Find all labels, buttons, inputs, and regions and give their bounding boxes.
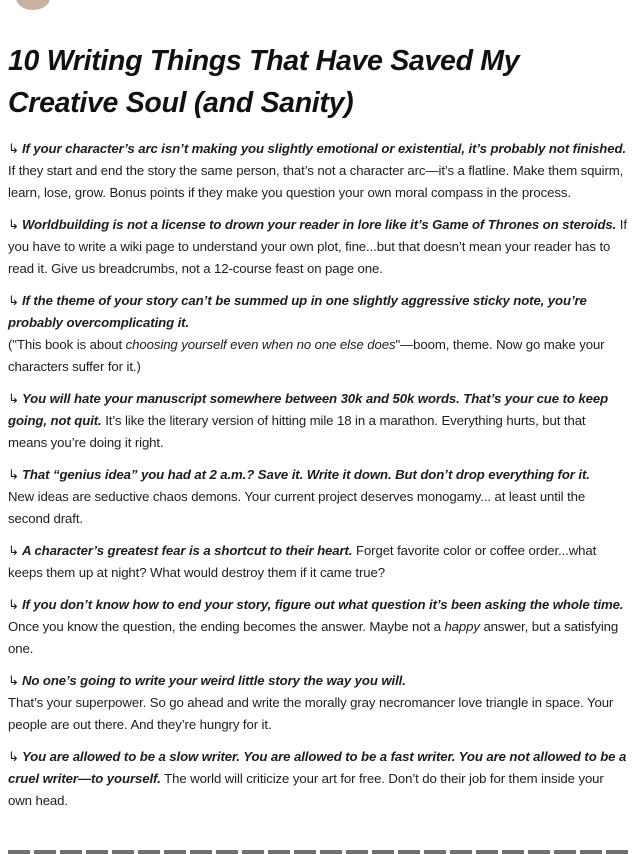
arrow-icon: ↳ — [8, 543, 19, 558]
tip-heading: You will hate your manuscript somewhere between 30k and 50k words. That’s your cue to keep going, not quit. — [8, 391, 609, 428]
tip-emphasis: happy — [444, 619, 480, 634]
tip-heading: If you don’t know how to end your story, figure out what question it’s been asking the whole time. — [21, 597, 624, 612]
tip-item — [8, 670, 628, 736]
tip-item — [8, 594, 628, 660]
tip-body: If you have to write a wiki page to understand your own plot, fine...but that doesn’t mean your reader has to read it. Give us breadcrumbs, not a 12-course feast on page one. — [8, 217, 627, 276]
tip-heading: You are allowed to be a slow writer. You are allowed to be a fast writer. You are not allowed to be a cruel writer—to yourself. — [8, 749, 627, 786]
tip-heading: That “genius idea” you had at 2 a.m.? Save it. Write it down. But don’t drop everything for it. — [21, 467, 590, 482]
tips-list — [8, 138, 628, 812]
arrow-icon: ↳ — [8, 597, 19, 612]
arrow-icon: ↳ — [8, 141, 19, 156]
tip-item — [8, 746, 628, 812]
cut-off-line — [8, 850, 632, 854]
tip-body: answer, but a satisfying one. — [8, 619, 619, 656]
tip-item — [8, 290, 628, 378]
tip-item — [8, 540, 628, 584]
page-title: 10 Writing Things That Have Saved My Creative Soul (and Sanity) — [8, 45, 520, 119]
avatar[interactable] — [16, 0, 50, 10]
tip-item — [8, 214, 628, 280]
tip-body: ("This book is about — [8, 337, 126, 352]
tip-body: The world will criticize your art for free. Don’t do their job for them inside your own head. — [8, 771, 604, 808]
tip-item — [8, 388, 628, 454]
tip-item — [8, 138, 628, 204]
tip-body: If they start and end the story the same person, that’s not a character arc—it’s a flatline. Make them squirm, learn, lose, grow. Bonus points if they make you question your own moral compass in the process. — [8, 163, 624, 200]
arrow-icon: ↳ — [8, 749, 19, 764]
arrow-icon: ↳ — [8, 673, 19, 688]
arrow-icon: ↳ — [8, 391, 19, 406]
tip-item — [8, 464, 628, 530]
tip-body: Forget favorite color or coffee order...what keeps them up at night? What would destroy them if it came true? — [8, 543, 597, 580]
tip-body: "—boom, theme. Now go make your characters suffer for it.) — [8, 337, 605, 374]
tip-body: It’s like the literary version of hitting mile 18 in a marathon. Everything hurts, but that means you’re doing it right. — [8, 413, 586, 450]
tip-heading: No one’s going to write your weird little story the way you will. — [21, 673, 406, 688]
tip-heading: If your character’s arc isn’t making you slightly emotional or existential, it’s probably not finished. — [21, 141, 626, 156]
tip-emphasis: choosing yourself even when no one else does — [125, 337, 396, 352]
arrow-icon: ↳ — [8, 467, 19, 482]
tip-body: New ideas are seductive chaos demons. Your current project deserves monogamy... at least until the second draft. — [8, 489, 586, 526]
arrow-icon: ↳ — [8, 293, 19, 308]
tip-body: That’s your superpower. So go ahead and write the morally gray necromancer love triangle in space. Your people are out there. And they’re hungry for it. — [8, 695, 614, 732]
tip-heading: If the theme of your story can’t be summed up in one slightly aggressive sticky note, you’re probably overcomplicating it. — [8, 293, 587, 330]
tip-heading: Worldbuilding is not a license to drown your reader in lore like it’s Game of Thrones on steroids. — [21, 217, 617, 232]
tip-heading: A character’s greatest fear is a shortcut to their heart. — [21, 543, 353, 558]
article — [8, 40, 628, 822]
tip-body: Once you know the question, the ending becomes the answer. Maybe not a — [8, 619, 445, 634]
arrow-icon: ↳ — [8, 217, 19, 232]
